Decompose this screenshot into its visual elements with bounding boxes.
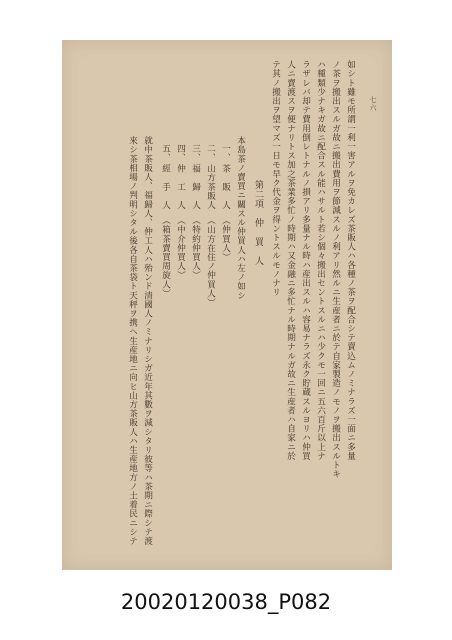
intro-line: 本島茶ノ賣買ニ關スル仲買人ハ左ノ如シ [235, 136, 246, 300]
list-item-note: （山方在住ノ仲買人） [205, 216, 216, 307]
list-item-number: 四、 [175, 144, 186, 163]
text-column: 人ニ賣渡スヲ便ナリトス加之茶業多忙ノ時期ハ又金融ニ多忙ナル時期ナルガ故ニ生産者ハ自家ニ於 [285, 60, 296, 461]
text-column: ハ種類少ナキガ故ニ配合スル能ハサルト若シ個々搬出セントスルニハ少クモ一回ニ五六百斤以上ナ [315, 60, 326, 461]
list-item-note: （特約仲買人） [190, 216, 201, 280]
list-item-note: （仲買人） [220, 216, 231, 262]
list-item-number: 三、 [190, 144, 201, 163]
text-column: ラザレバ却テ費用倒レトナルノ損アリ多量ナル時ハ産出スルハ容易ナラズ永ク貯蔵スルヨリハ仲買 [300, 60, 311, 461]
text-column: 來シ茶相場ノ判明シタル後各自茶袋ト天秤ヲ携ヘ生産地ニ向ヒ山方茶販人ハ生産地方ノ土着民ニシテ [127, 136, 138, 546]
list-item-note: （箱茶賣買周旋人） [160, 216, 171, 298]
list-item-number: 二、 [205, 144, 216, 163]
list-item-name: 茶 販 人 [220, 164, 231, 210]
list-item-number: 一、 [220, 144, 231, 163]
text-column: テ其ノ搬出ヲ望マズ一日モ早ク代金ヲ得ントスルモノナリ [270, 60, 281, 297]
list-item-note: （中介仲買人） [175, 216, 186, 280]
list-item-name: 仲 工 人 [175, 164, 186, 210]
text-column: 就中茶販人、福歸人、仲工人ハ殆ンド清國人ノミナリシガ近年其數ヲ減シタリ彼等ハ茶期ニ際シテ渡 [142, 136, 153, 546]
list-item-name: 山方茶販人 [205, 164, 216, 210]
text-column: 如シト雖モ所謂一利一害アルヲ免カレズ茶販人ハ各種ノ茶ヲ配合シテ賣込ムノミナラズ一面ニ多量 [345, 60, 356, 461]
list-item-name: 經 手 人 [160, 164, 171, 210]
document-page [62, 40, 392, 570]
section-title: 第二項 仲 買 人 [253, 180, 263, 266]
list-item-number: 五、 [160, 144, 171, 163]
page-number: 七六 [369, 96, 377, 112]
image-id-caption: 20020120038_P082 [120, 590, 332, 614]
text-column: ノ茶ヲ搬出スルガ故ニ搬出費用ヲ節減スルノ利アリ然ルニ生産者ニ於テ自家製造ノモノヲ搬出スルトキ [330, 60, 341, 479]
list-item-name: 福 歸 人 [190, 164, 201, 210]
